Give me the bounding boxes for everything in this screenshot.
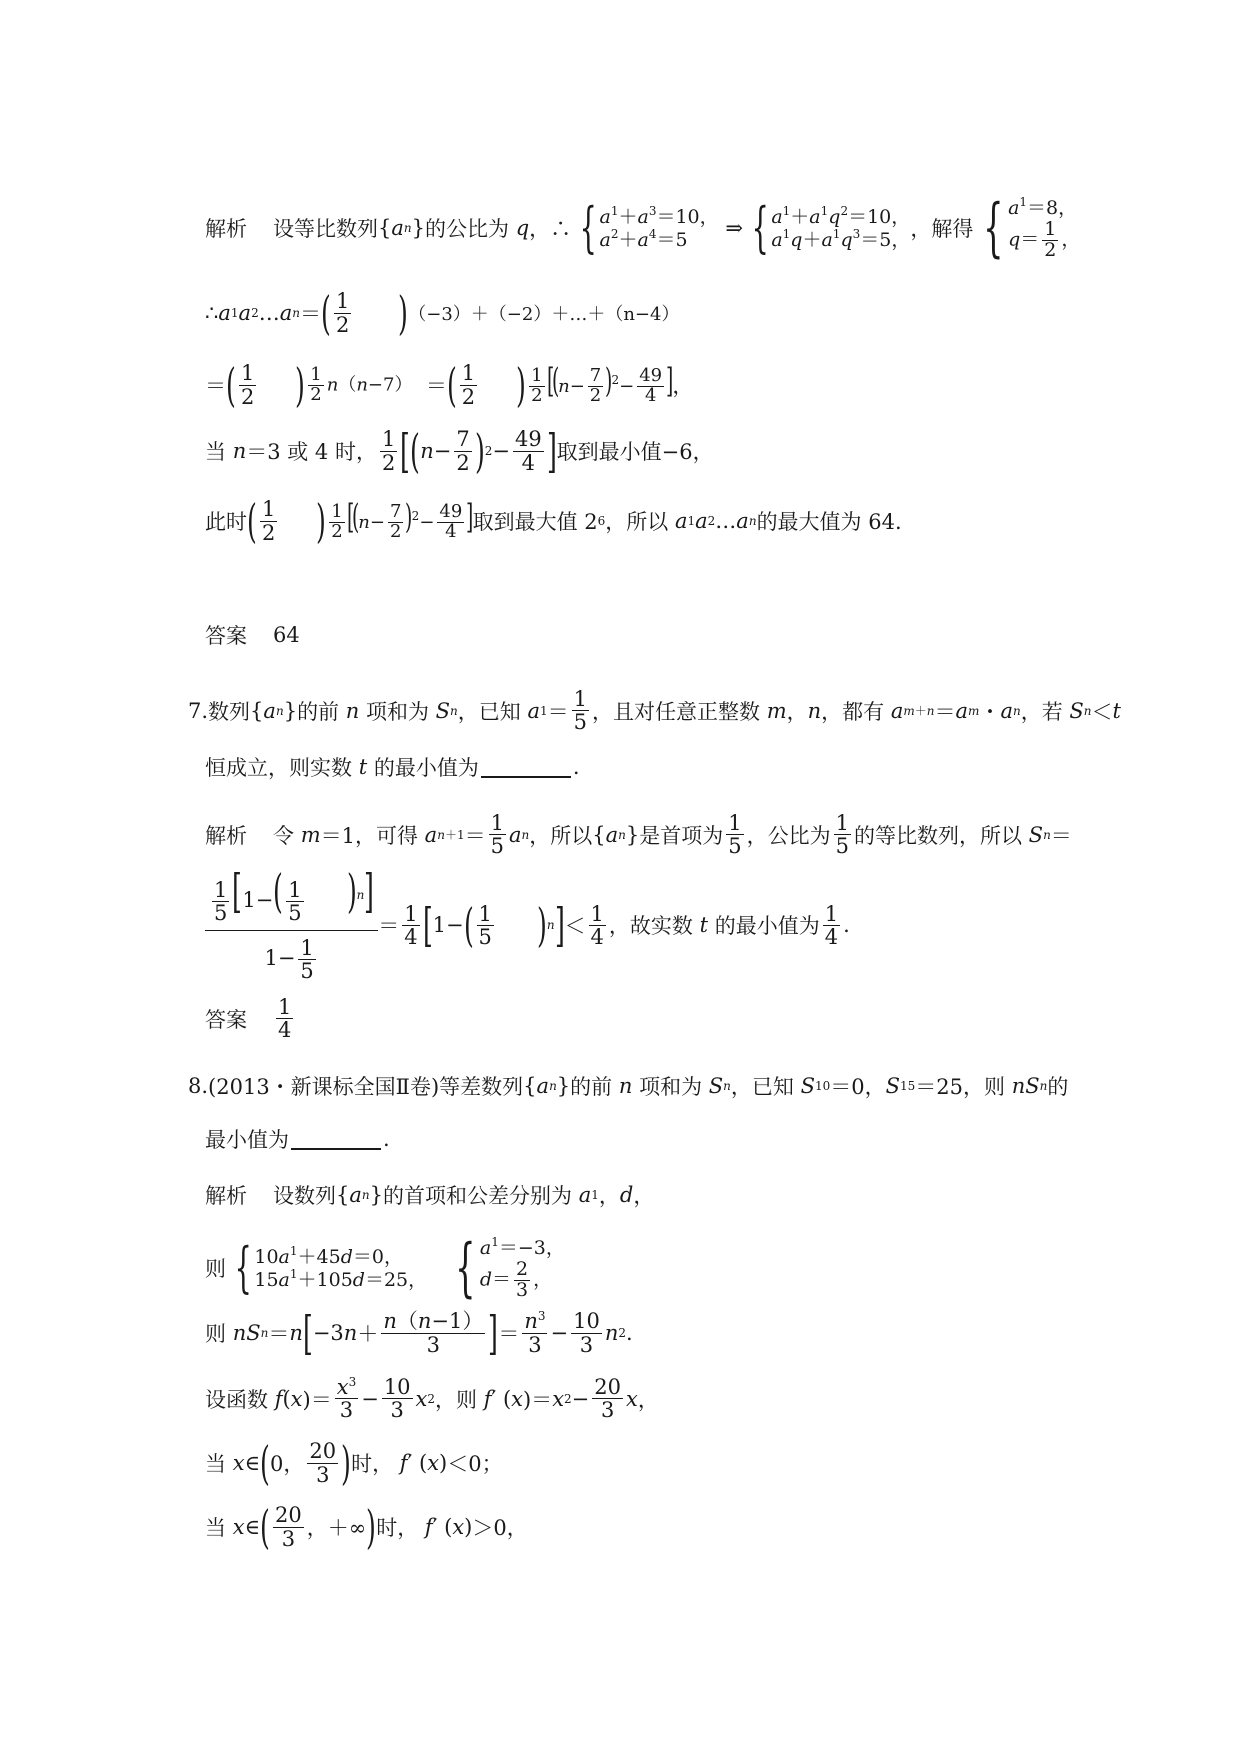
q7-line-1: 7. 数列 { a n } 的前 n 项和为 S n ，已知 a 1 ＝ 1 5 ，且对任意正整数 m ， n ， 都有 a m＋n ＝ a m ・ a n ，若 S n ＜ t: [188, 687, 1121, 735]
q8-line-8: 当 x ∈ ( 20 3 ，＋∞ ) 时， f ′ ( x ) ＞0，: [205, 1500, 528, 1554]
solution-system: { $a^1=-3$， d＝ $\frac{2}{3}$ ，: [455, 1231, 565, 1306]
s6-line-4: 当 n ＝3 或 4 时， 1 2 [ ( n − 7 2 ) 2 − 49 4 ] 取到最小值−6，: [205, 424, 714, 478]
s6-line-5: 此时 ( 1 2 ) $\frac{1}{2}$ [(n− $\frac{7}{2}$ )$^2$− $\frac{49}{4}$ ] 取到最大值 2 6 ，所以 a 1 a 2 … a n 的最大值为 64.: [205, 494, 902, 548]
solution-label: 解析: [205, 823, 247, 848]
q7-line-3: 解析 令 m ＝1，可得 a n＋1 ＝ 1 5 a n ，所以 { a n } 是首项为 1 5 ，公比为 1 5 的等比数列，所以 S n ＝: [205, 811, 1072, 859]
equation-system: { $a^1+a^3=10$， $a^2+a^4=5$: [579, 196, 719, 260]
q7-answer: [205, 996, 296, 1041]
q7-line-4: $\frac{1}{5}$ [1−( $\frac{1}{5}$ )$^n$] 1− $\frac{1}{5}$ ＝ 1 4 [ 1− ( 1 5 ) n ] ＜ 1 4 ，故实数 t 的最小值为 1 4 .: [205, 868, 850, 982]
q8-line-4: 则 { $10a^1+45d=0$， $15a^1+105d=25$， { $a^1=-3$， d＝ $\frac{2}{3}$ ，: [205, 1231, 565, 1306]
q8-line-5: 则 nS n ＝ n [ −3 n ＋ n（n−1） 3 ] ＝ $n^3$ 3 − 10 3 n 2 .: [205, 1306, 633, 1360]
answer-value: 64: [273, 623, 300, 647]
q7-line-2: 恒成立，则实数 t 的最小值为 .: [205, 755, 580, 780]
answer-blank: [291, 1128, 381, 1150]
q8-line-6: 设函数 f ( x )＝ $x^3$ 3 − 10 3 x 2 ，则 f ′ ( x )＝ x 2 − 20 3 x ，: [205, 1375, 659, 1423]
answer-value: 1 4: [278, 995, 292, 1043]
s6-answer: [205, 620, 300, 650]
q8-line-3: 解析 设数列 { a n } 的首项和公差分别为 a 1 ， d ，: [205, 1180, 654, 1210]
q8-line-2: 最小值为 .: [205, 1127, 390, 1152]
equation-system: { $10a^1+45d=0$， $15a^1+105d=25$，: [234, 1236, 428, 1300]
solution-system: { $a^1=8$， q＝ $\frac{1}{2}$ ，: [983, 191, 1081, 266]
s6-line-2: ∴ a 1 a 2 … a n ＝ ( 1 2 ) （−3）＋（−2）＋…＋（n−4）: [205, 286, 680, 340]
s6-line-1: 解析 设等比数列 { a n } 的公比为 q ，∴ { $a^1+a^3=10$， $a^2+a^4=5$ ⇒ { $a^1+a^1q^2=10$， $a^1q+a^1q^3=5$， ，解得 { $a^1=8$， q＝ $\frac{1}{2}$ ，: [205, 191, 1081, 266]
q8-line-7: 当 x ∈ ( 0， 20 3 ) 时， f ′ ( x ) ＜0；: [205, 1436, 503, 1490]
q8-line-1: 8. (2013・新课标全国Ⅱ卷)等差数列 { a n } 的前 n 项和为 S n ，已知 S 10 ＝0， S 15 ＝25，则 nS n 的: [188, 1074, 1069, 1099]
solution-label: 解析: [205, 1184, 247, 1208]
s6-line-3: ＝ ( 1 2 ) $\frac{1}{2}$ n（n−7） ＝ ( 1 2 ) $\frac{1}{2}$ [(n− $\frac{7}{2}$ )$^2$− $\frac{49}{4}$ ] ，: [205, 358, 694, 412]
answer-label: 答案: [205, 1007, 247, 1032]
solution-label: 解析: [205, 217, 247, 242]
answer-label: 答案: [205, 624, 247, 648]
problem-number: 8.: [188, 1074, 209, 1098]
sum-fraction: $\frac{1}{5}$ [1−( $\frac{1}{5}$ )$^n$] 1− $\frac{1}{5}$: [205, 868, 378, 982]
equation-system: { $a^1+a^1q^2=10$， $a^1q+a^1q^3=5$，: [751, 196, 911, 260]
problem-number: 7.: [188, 698, 209, 723]
answer-blank: [481, 756, 571, 778]
